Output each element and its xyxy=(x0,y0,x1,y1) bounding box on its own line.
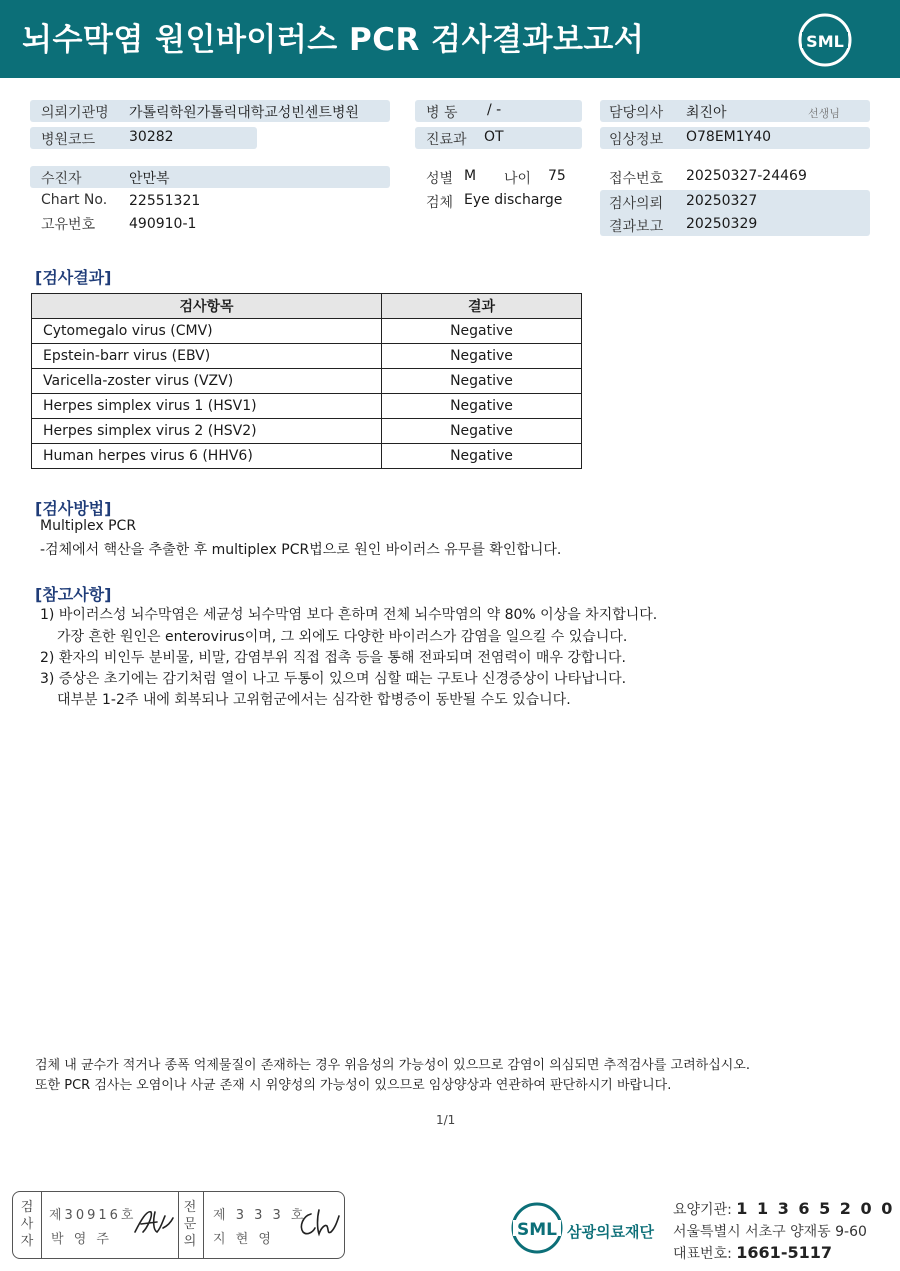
request-date-value: 20250327 xyxy=(686,193,758,209)
test-result: Negative xyxy=(382,369,582,394)
clinical-value: O78EM1Y40 xyxy=(686,129,772,145)
note-line: 가장 흔한 원인은 enterovirus이며, 그 외에도 다양한 바이러스가 감염을 일으킬 수 있습니다. xyxy=(57,629,628,645)
results-header-row xyxy=(32,294,582,319)
specialist-license: 제 3 3 3 호 xyxy=(213,1208,307,1223)
table-row xyxy=(32,394,582,419)
notes-section-title: [참고사항] xyxy=(35,585,112,604)
sml-logo-icon xyxy=(797,12,853,68)
specimen-label: 검체 xyxy=(426,195,454,211)
table-row xyxy=(32,369,582,394)
inspector-signature-icon xyxy=(131,1206,175,1240)
dept-value: OT xyxy=(484,129,504,145)
org-phone-line xyxy=(673,1243,832,1263)
report-date-value: 20250329 xyxy=(686,216,758,232)
specialist-name: 지 현 영 xyxy=(213,1232,274,1247)
signature-divider xyxy=(178,1192,179,1258)
org-code-line xyxy=(673,1199,894,1219)
svg-text:SML: SML xyxy=(806,32,844,51)
ward-value: / - xyxy=(487,102,502,118)
report-date-label: 결과보고 xyxy=(609,219,664,235)
inspector-license: 제30916호 xyxy=(49,1208,137,1223)
doctor-label: 담당의사 xyxy=(609,105,664,121)
doctor-value: 최진아 xyxy=(686,105,727,121)
test-item: Human herpes virus 6 (HHV6) xyxy=(32,444,382,469)
hospital-code-value: 30282 xyxy=(129,129,174,145)
ward-label: 병 동 xyxy=(426,105,458,121)
results-section-title: [검사결과] xyxy=(35,268,112,287)
method-line-1: Multiplex PCR xyxy=(40,518,137,534)
test-item: Herpes simplex virus 2 (HSV2) xyxy=(32,419,382,444)
test-result: Negative xyxy=(382,344,582,369)
results-table xyxy=(31,293,582,469)
note-line: 2) 환자의 비인두 분비물, 비말, 감염부위 직접 접촉 등을 통해 전파되며 전염력이 매우 강합니다. xyxy=(40,650,626,666)
sex-value: M xyxy=(464,168,477,184)
clinical-label: 임상정보 xyxy=(609,132,664,148)
age-label: 나이 xyxy=(504,171,532,187)
test-result: Negative xyxy=(382,319,582,344)
patient-bar xyxy=(30,166,390,188)
org-code-label: 요양기관: xyxy=(673,1202,732,1218)
test-item: Varicella-zoster virus (VZV) xyxy=(32,369,382,394)
sml-org-logo-icon xyxy=(509,1200,565,1256)
specialist-label: 전문의 xyxy=(183,1200,197,1249)
doctor-suffix: 선생님 xyxy=(808,107,840,120)
age-value: 75 xyxy=(548,168,566,184)
note-line: 대부분 1-2주 내에 회복되나 고위험군에서는 심각한 합병증이 동반될 수도 있습니다. xyxy=(57,692,571,708)
specialist-signature-icon xyxy=(295,1206,341,1240)
request-date-label: 검사의뢰 xyxy=(609,196,664,212)
receipt-label: 접수번호 xyxy=(609,171,664,187)
hospital-code-label: 병원코드 xyxy=(41,132,96,148)
test-item: Epstein-barr virus (EBV) xyxy=(32,344,382,369)
receipt-value: 20250327-24469 xyxy=(686,168,807,184)
test-result: Negative xyxy=(382,444,582,469)
dept-label: 진료과 xyxy=(426,132,467,148)
sex-label: 성별 xyxy=(426,171,454,187)
table-row xyxy=(32,319,582,344)
table-row xyxy=(32,344,582,369)
page-number: 1/1 xyxy=(436,1113,456,1127)
col-result-header: 결과 xyxy=(382,294,582,319)
footer-note-2: 또한 PCR 검사는 오염이나 사균 존재 시 위양성의 가능성이 있으므로 임상양상과 연관하여 판단하시기 바랍니다. xyxy=(35,1078,672,1093)
chart-value: 22551321 xyxy=(129,193,201,209)
chart-label: Chart No. xyxy=(41,192,108,208)
signature-divider xyxy=(41,1192,42,1258)
method-section-title: [검사방법] xyxy=(35,499,112,518)
signature-divider xyxy=(203,1192,204,1258)
footer-note-1: 검체 내 균수가 적거나 종폭 억제물질이 존재하는 경우 위음성의 가능성이 있으므로 감염이 의심되면 추적검사를 고려하십시오. xyxy=(35,1058,751,1073)
specimen-value: Eye discharge xyxy=(464,192,563,208)
signature-box xyxy=(12,1191,345,1259)
note-line: 3) 증상은 초기에는 감기처럼 열이 나고 두통이 있으며 심할 때는 구토나 신경증상이 나타납니다. xyxy=(40,671,627,687)
note-line: 1) 바이러스성 뇌수막염은 세균성 뇌수막염 보다 흔하며 전체 뇌수막염의 약 80% 이상을 차지합니다. xyxy=(40,607,658,623)
test-item: Herpes simplex virus 1 (HSV1) xyxy=(32,394,382,419)
inspector-name: 박 영 주 xyxy=(51,1232,112,1247)
org-name: 삼광의료재단 xyxy=(567,1223,654,1241)
request-org-value: 가톨릭학원가톨릭대학교성빈센트병원 xyxy=(129,105,359,121)
unique-label: 고유번호 xyxy=(41,217,96,233)
report-header xyxy=(0,0,900,78)
org-code-value: 1 1 3 6 5 2 0 0 xyxy=(736,1199,895,1218)
inspector-label: 검사자 xyxy=(20,1200,34,1249)
table-row xyxy=(32,419,582,444)
unique-value: 490910-1 xyxy=(129,216,197,232)
svg-text:SML: SML xyxy=(517,1220,557,1240)
org-phone-value: 1661-5117 xyxy=(736,1243,832,1262)
org-address: 서울특별시 서초구 양재동 9-60 xyxy=(673,1224,867,1240)
table-row xyxy=(32,444,582,469)
col-item-header: 검사항목 xyxy=(32,294,382,319)
patient-label: 수진자 xyxy=(41,171,82,187)
patient-value: 안만복 xyxy=(129,171,170,187)
report-title: 뇌수막염 원인바이러스 PCR 검사결과보고서 xyxy=(22,22,645,58)
test-result: Negative xyxy=(382,419,582,444)
org-phone-label: 대표번호: xyxy=(673,1246,732,1262)
method-line-2: -검체에서 핵산을 추출한 후 multiplex PCR법으로 원인 바이러스 유무를 확인합니다. xyxy=(40,542,562,558)
test-item: Cytomegalo virus (CMV) xyxy=(32,319,382,344)
test-result: Negative xyxy=(382,394,582,419)
request-org-label: 의뢰기관명 xyxy=(41,105,109,121)
